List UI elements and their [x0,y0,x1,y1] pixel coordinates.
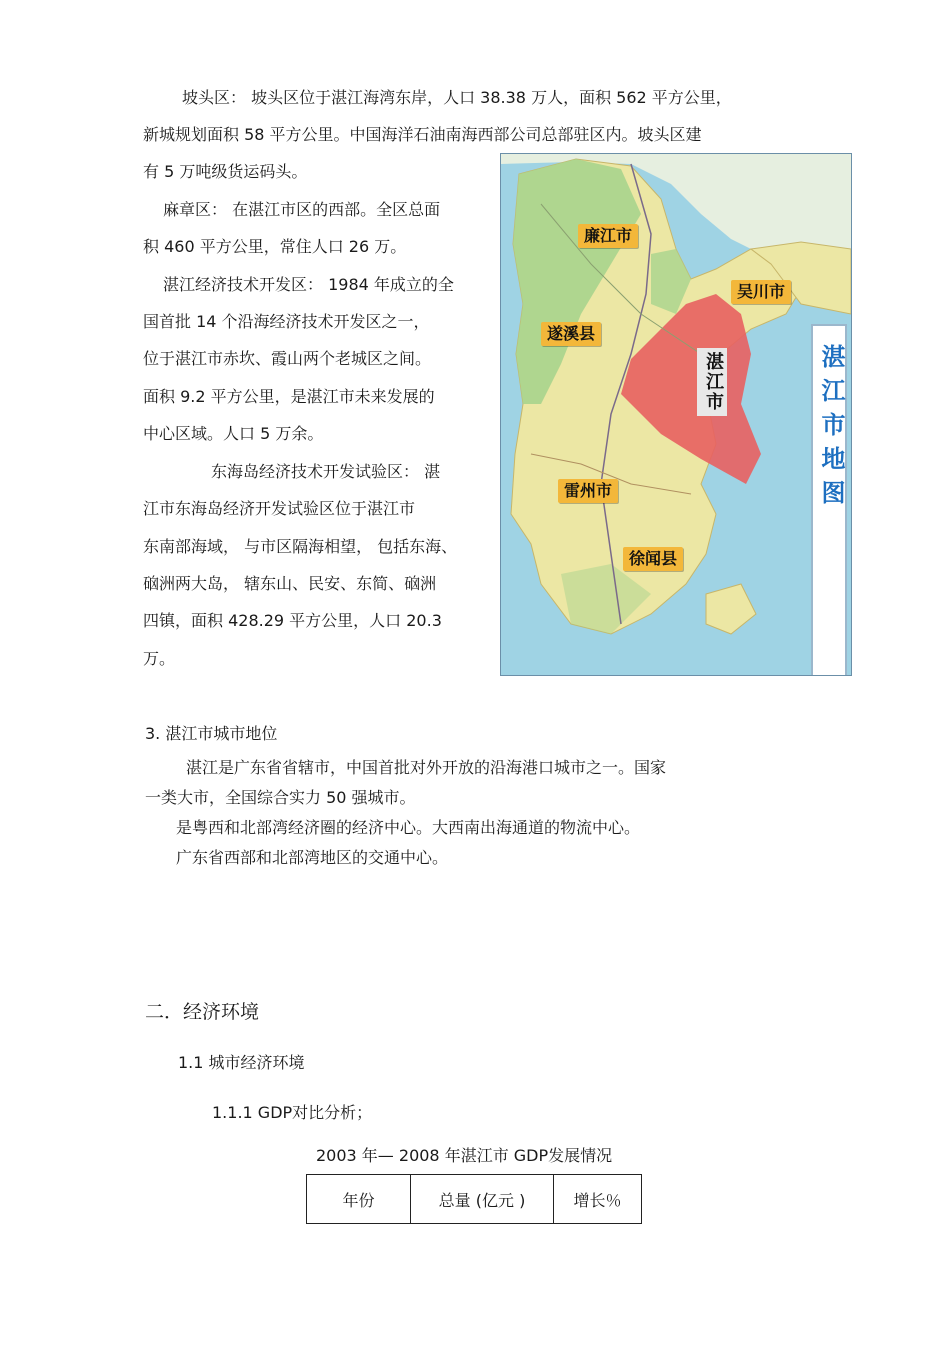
map-title: 湛江市地图 [817,344,845,514]
text-line: 是粤西和北部湾经济圈的经济中心。大西南出海通道的物流中心。 [176,818,641,837]
text-line: 麻章区： 在湛江市区的西部。全区总面 [163,200,441,219]
map-label-suixi: 遂溪县 [541,322,601,346]
table-header-cell: 总量 (亿元 ) [411,1175,554,1224]
map-label-wuchuan: 吴川市 [731,280,791,304]
map-graphic [501,154,851,675]
text-line: 积 460 平方公里，常住人口 26 万。 [143,237,407,256]
text-line: 东南部海域， 与市区隔海相望， 包括东海、 [143,537,458,556]
sub-sub-heading: 1.1.1 GDP对比分析； [212,1103,373,1122]
section-heading: 二．经济环境 [145,1001,260,1023]
text-line: 新城规划面积 58 平方公里。中国海洋石油南海西部公司总部驻区内。坡头区建 [143,125,702,144]
map-label-lianjiang: 廉江市 [578,224,638,248]
map-label-zhanjiang: 湛江市 [697,348,727,416]
text-line: 东海岛经济技术开发试验区： 湛 [211,462,441,481]
text-line: 位于湛江市赤坎、霞山两个老城区之间。 [143,349,432,368]
table-header-cell: 增长％ [554,1175,642,1224]
table-header-row [307,1175,642,1224]
section-heading: 3. 湛江市城市地位 [145,724,278,743]
text-line: 广东省西部和北部湾地区的交通中心。 [176,848,449,867]
map-title-box [811,324,847,676]
map-label-leizhou: 雷州市 [558,479,618,503]
text-line: 四镇，面积 428.29 平方公里，人口 20.3 [143,611,442,630]
text-line: 坡头区： 坡头区位于湛江海湾东岸，人口 38.38 万人，面积 562 平方公里， [182,88,732,107]
text-line: 面积 9.2 平方公里，是湛江市未来发展的 [143,387,435,406]
text-line: 湛江是广东省省辖市，中国首批对外开放的沿海港口城市之一。国家 [186,758,667,777]
text-line: 一类大市，全国综合实力 50 强城市。 [145,788,416,807]
text-line: 硇洲两大岛， 辖东山、民安、东简、硇洲 [143,574,437,593]
sub-heading: 1.1 城市经济环境 [178,1053,305,1072]
text-line: 湛江经济技术开发区： 1984 年成立的全 [163,275,454,294]
gdp-table [306,1174,642,1224]
text-line: 江市东海岛经济开发试验区位于湛江市 [143,499,416,518]
text-line: 万。 [143,649,176,668]
map-label-xuwen: 徐闻县 [623,547,683,571]
text-line: 中心区域。人口 5 万余。 [143,424,324,443]
table-header-cell: 年份 [307,1175,411,1224]
table-caption: 2003 年— 2008 年湛江市 GDP发展情况 [316,1146,613,1165]
zhanjiang-map [500,153,852,676]
text-line: 有 5 万吨级货运码头。 [143,162,308,181]
text-line: 国首批 14 个沿海经济技术开发区之一， [143,312,430,331]
